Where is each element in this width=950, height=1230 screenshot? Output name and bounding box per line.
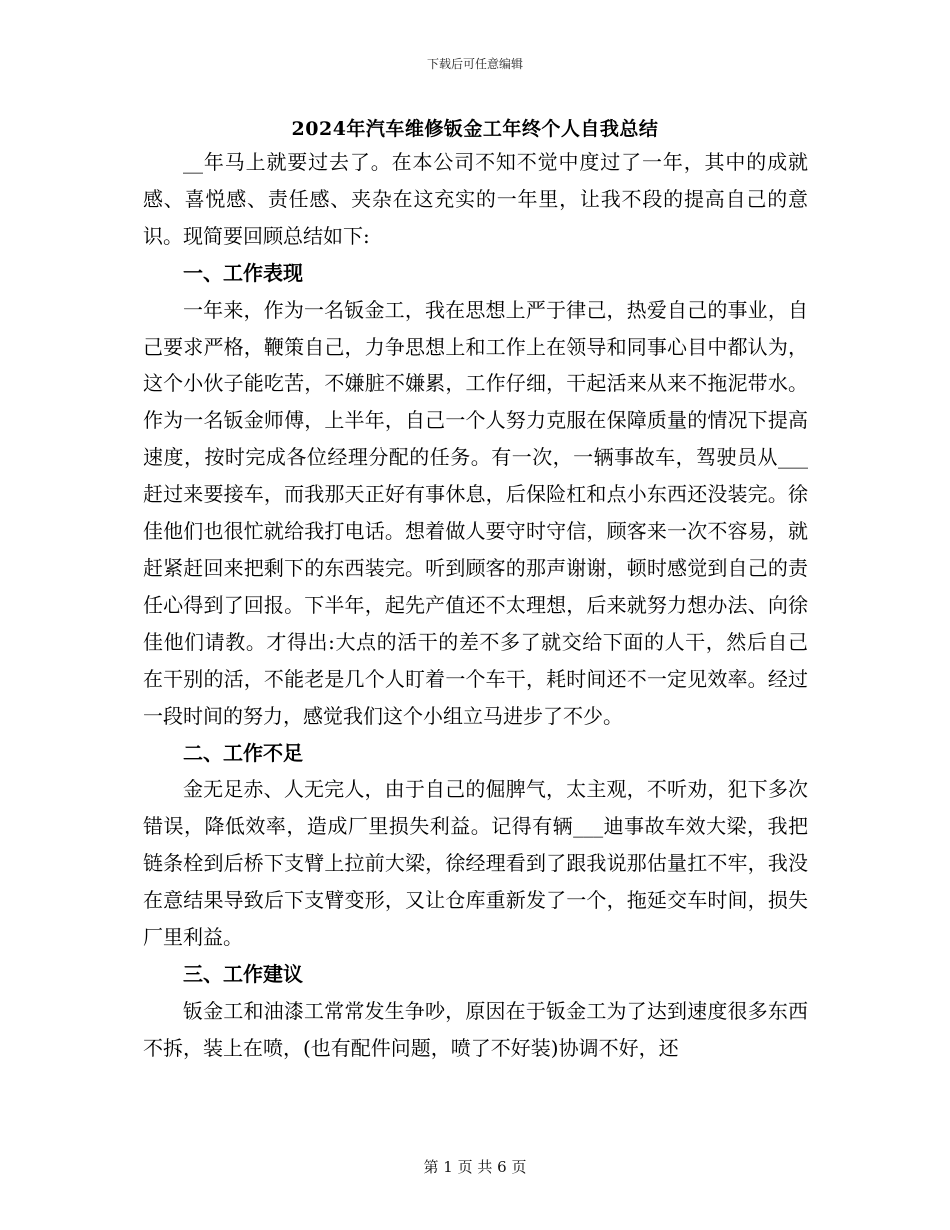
section-heading-work-suggestions: 三、工作建议 [183, 961, 303, 986]
page-header-note: 下载后可任意编辑 [426, 57, 523, 71]
section-body-work-performance: 一年来，作为一名钣金工，我在思想上严于律己，热爱自己的事业，自己要求严格，鞭策自己，力争思想上和工作上在领导和同事心目中都认为，这个小伙子能吃苦，不嫌脏不嫌累，工作仔细，干起活来从来不拖泥带水。作为一名钣金师傅，上半年，自己一个人努力克服在保障质量的情况下提高速度，按时完成各位经理分配的任务。有一次，一辆事故车，驾驶员从___赶过来要接车，而我那天正好有事休息，后保险杠和点小东西还没装完。徐佳他们也很忙就给我打电话。想着做人要守时守信，顾客来一次不容易，就赶紧赶回来把剩下的东西装完。听到顾客的那声谢谢，顿时感觉到自己的责任心得到了回报。下半年，起先产值还不太理想，后来就努力想办法、向徐佳他们请教。才得出:大点的活干的差不多了就交给下面的人干，然后自己在干别的活，不能老是几个人盯着一个车干，耗时间还不一定见效率。经过一段时间的努力，感觉我们这个小组立马进步了不少。 [143, 297, 808, 728]
page-footer-number: 第 1 页 共 6 页 [423, 1158, 527, 1176]
section-body-work-shortcomings: 金无足赤、人无完人，由于自己的倔脾气，太主观，不听劝，犯下多次错误，降低效率，造成厂里损失利益。记得有辆___迪事故车效大梁，我把链条栓到后桥下支臂上拉前大梁，徐经理看到了跟我说那估量扛不牢，我没在意结果导致后下支臂变形，又让仓库重新发了一个，拖延交车时间，损失厂里利益。 [143, 777, 808, 950]
intro-paragraph: __年马上就要过去了。在本公司不知不觉中度过了一年，其中的成就感、喜悦感、责任感、夹杂在这充实的一年里，让我不段的提高自己的意识。现简要回顾总结如下: [143, 150, 808, 248]
document-body [143, 144, 808, 1067]
document-title: 2024年汽车维修钣金工年终个人自我总结 [291, 118, 659, 140]
section-heading-work-shortcomings: 二、工作不足 [183, 740, 303, 765]
section-body-work-suggestions: 钣金工和油漆工常常发生争吵，原因在于钣金工为了达到速度很多东西不拆，装上在喷，(也有配件问题，喷了不好装)协调不好，还 [143, 998, 808, 1060]
section-heading-work-performance: 一、工作表现 [183, 260, 303, 285]
